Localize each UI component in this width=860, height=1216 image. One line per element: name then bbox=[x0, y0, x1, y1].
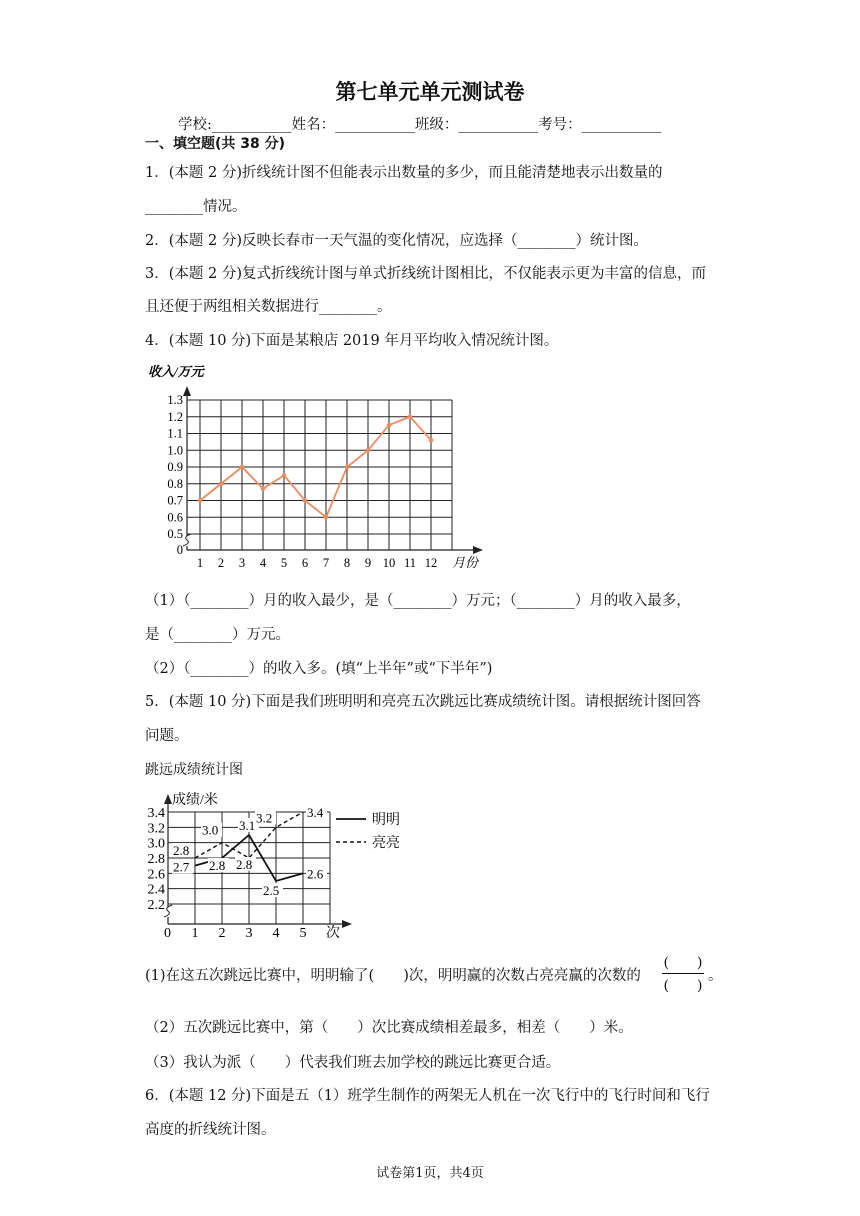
chart1-x-tick-label: 11 bbox=[403, 556, 417, 570]
chart2-y-tick-label: 2.6 bbox=[147, 867, 165, 883]
chart2-y-arrow bbox=[164, 794, 172, 804]
chart1-y-tick-label: 1.2 bbox=[167, 409, 183, 424]
q2-text: 2．(本题 2 分)反映长春市一天气温的变化情况，应选择（________）统计图。 bbox=[145, 233, 648, 249]
chart1-data-point bbox=[429, 438, 434, 443]
chart2-data-label: 2.5 bbox=[263, 883, 280, 898]
chart2-y-tick-label: 3.4 bbox=[147, 806, 165, 821]
q5-sub3: （3）我认为派（ ）代表我们班去加学校的跳远比赛更合适。 bbox=[145, 1055, 561, 1071]
chart2-x-tick-label: 3 bbox=[245, 926, 253, 941]
chart1-x-tick-label: 5 bbox=[280, 556, 288, 570]
chart2-data-label: 3.4 bbox=[307, 805, 324, 820]
chart1-data-point bbox=[282, 473, 287, 478]
chart1-x-tick-label: 3 bbox=[238, 556, 246, 570]
chart1-y-tick-label: 0 bbox=[176, 543, 183, 557]
chart1-grid bbox=[183, 386, 483, 554]
q4-sub2: （2）（________）的收入多。(填“上半年”或“下半年”) bbox=[145, 661, 493, 677]
chart2-data-label: 2.7 bbox=[173, 859, 190, 875]
q5-line1: 5．(本题 10 分)下面是我们班明明和亮亮五次跳远比赛成绩统计图。请根据统计图回答 bbox=[145, 694, 701, 710]
fraction-blank bbox=[660, 952, 706, 996]
q3-line1: 3．(本题 2 分)复式折线统计图与单式折线统计图相比，不仅能表示更为丰富的信息，而 bbox=[145, 266, 706, 282]
fraction-numerator: ( ) bbox=[663, 955, 703, 971]
chart1-data-point bbox=[387, 423, 392, 428]
q6-line2: 高度的折线统计图。 bbox=[145, 1122, 276, 1138]
chart2-data-label: 3.1 bbox=[239, 818, 256, 833]
chart1-x-tick-label: 10 bbox=[382, 556, 396, 570]
q4-sub1-line1: （1）（________）月的收入最少，是（________）万元；（________）月的收入最多， bbox=[145, 593, 691, 609]
chart1-ylabel: 收入/万元 bbox=[148, 364, 204, 379]
chart1-x-tick-label: 12 bbox=[424, 556, 438, 570]
chart1-ticks bbox=[167, 393, 437, 570]
chart2-y-tick-label: 2.8 bbox=[147, 852, 165, 867]
chart1-y-tick-label: 1.0 bbox=[167, 443, 183, 458]
chart1-data-point bbox=[366, 448, 371, 453]
chart1-data-point bbox=[408, 414, 413, 419]
q1-line2: ________情况。 bbox=[145, 199, 247, 215]
fraction-bar bbox=[662, 973, 704, 974]
chart2-x-tick-label: 4 bbox=[272, 926, 280, 941]
chart2-y-tick-label: 2.4 bbox=[147, 882, 165, 898]
q1-line1: 1．(本题 2 分)折线统计图不但能表示出数量的多少，而且能清楚地表示出数量的 bbox=[145, 165, 663, 181]
student-info-line: 学校:___________姓名：___________班级：___________考号：___________ bbox=[178, 117, 662, 133]
chart2-xlabel: 次 bbox=[326, 926, 340, 941]
chart1-x-tick-label: 7 bbox=[322, 556, 330, 570]
page-title: 第七单元单元测试卷 bbox=[335, 80, 525, 104]
chart1-y-tick-label: 0.8 bbox=[167, 476, 183, 491]
chart2-x-tick-label: 5 bbox=[299, 926, 307, 941]
q5-sub2: （2）五次跳远比赛中，第（ ）次比赛成绩相差最多，相差（ ）米。 bbox=[145, 1020, 633, 1036]
chart2-legend-label: 明明 bbox=[372, 813, 400, 828]
q3-line2: 且还便于两组相关数据进行________。 bbox=[145, 299, 392, 315]
chart1-x-tick-label: 8 bbox=[343, 556, 351, 570]
fraction-denominator: ( ) bbox=[663, 978, 703, 994]
chart1-data-point bbox=[324, 515, 329, 520]
chart2-x-tick-label: 2 bbox=[218, 926, 226, 941]
chart1-x-tick-label: 9 bbox=[364, 556, 372, 570]
chart2-data-label: 2.8 bbox=[209, 858, 226, 873]
long-jump-line-chart bbox=[140, 786, 420, 946]
chart2-data-label: 2.6 bbox=[307, 866, 324, 882]
section-heading: 一、填空题(共 38 分) bbox=[145, 136, 286, 152]
chart1-data-point bbox=[240, 465, 245, 470]
chart2-data-label: 3.2 bbox=[256, 810, 273, 826]
chart1-y-arrow bbox=[183, 386, 191, 396]
chart2-data-label: 3.0 bbox=[202, 822, 219, 838]
chart1-data-point bbox=[261, 486, 266, 491]
income-line-chart bbox=[140, 360, 500, 580]
chart1-y-tick-label: 0.5 bbox=[167, 527, 183, 541]
chart2-x-arrow bbox=[342, 920, 352, 928]
chart1-x-tick-label: 6 bbox=[301, 556, 309, 570]
chart2-legend-label: 亮亮 bbox=[372, 836, 400, 851]
chart1-x-tick-label: 1 bbox=[196, 556, 204, 570]
q5-line2: 问题。 bbox=[145, 728, 189, 744]
chart2-x0-label: 0 bbox=[164, 926, 171, 941]
chart2-x-tick-label: 1 bbox=[191, 926, 199, 941]
chart1-y-tick-label: 0.6 bbox=[167, 510, 183, 525]
q5-chart-title: 跳远成绩统计图 bbox=[145, 762, 243, 778]
q5-sub1-end: 。 bbox=[708, 968, 723, 984]
q5-sub1 bbox=[145, 966, 641, 986]
q4-text: 4．(本题 10 分)下面是某粮店 2019 年月平均收入情况统计图。 bbox=[145, 333, 559, 349]
chart2-y-tick-label: 3.2 bbox=[147, 821, 165, 837]
chart1-data-point bbox=[345, 465, 350, 470]
chart2-legend bbox=[336, 812, 400, 851]
chart1-x-arrow bbox=[473, 546, 483, 554]
chart2-y-tick-label: 3.0 bbox=[147, 836, 165, 852]
chart1-y-tick-label: 0.7 bbox=[167, 493, 183, 508]
chart1-data-point bbox=[198, 498, 203, 503]
chart1-y-tick-label: 1.1 bbox=[167, 426, 183, 441]
chart1-data-point bbox=[303, 498, 308, 503]
chart2-data-label: 2.8 bbox=[236, 857, 253, 872]
chart1-x-tick-label: 4 bbox=[259, 556, 267, 570]
page-footer: 试卷第1页，共4页 bbox=[376, 1166, 484, 1181]
chart2-ylabel: 成绩/米 bbox=[172, 793, 218, 808]
q4-sub1-line2: 是（________）万元。 bbox=[145, 627, 290, 643]
chart1-y-tick-label: 1.3 bbox=[167, 393, 183, 407]
q5-sub1-text: (1)在这五次跳远比赛中，明明输了( )次，明明赢的次数占亮亮赢的次数的 bbox=[145, 968, 641, 984]
q6-line1: 6．(本题 12 分)下面是五（1）班学生制作的两架无人机在一次飞行中的飞行时间和飞行 bbox=[145, 1088, 710, 1104]
chart1-data-point bbox=[219, 481, 224, 486]
chart1-y-tick-label: 0.9 bbox=[167, 460, 183, 474]
chart1-xlabel: 月份 bbox=[452, 555, 479, 570]
chart2-y-tick-label: 2.2 bbox=[147, 898, 165, 913]
chart2-data-label: 2.8 bbox=[173, 843, 190, 858]
chart1-x-tick-label: 2 bbox=[217, 556, 225, 570]
